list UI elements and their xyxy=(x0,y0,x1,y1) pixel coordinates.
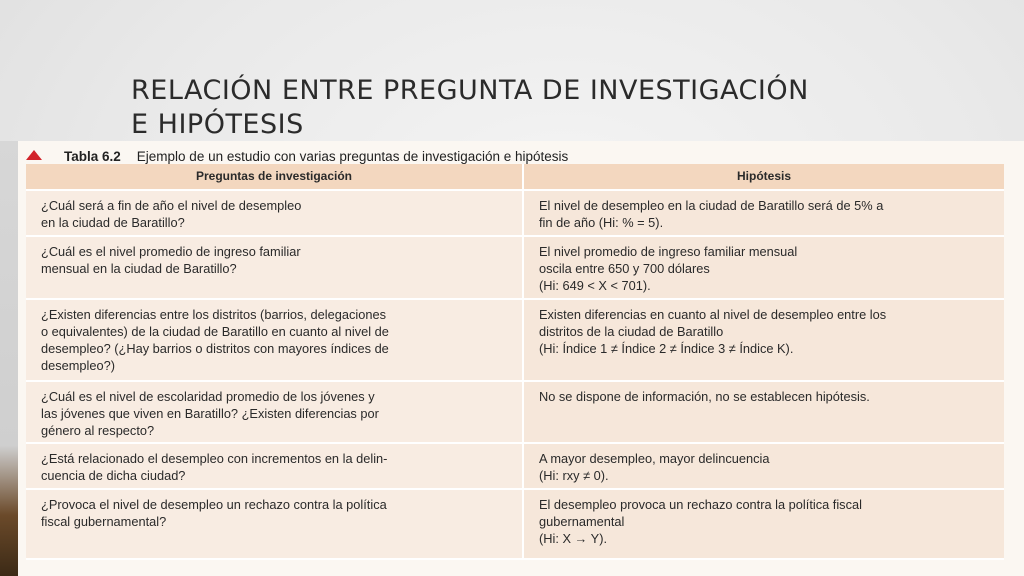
question-line: desempleo?) xyxy=(41,358,115,373)
table-row xyxy=(26,190,1004,236)
question-line: o equivalentes) de la ciudad de Baratillo en cuanto al nivel de xyxy=(41,324,389,339)
header-hypotheses: Hipótesis xyxy=(523,164,1004,190)
question-line: fiscal gubernamental? xyxy=(41,514,167,529)
hypothesis-line: El nivel promedio de ingreso familiar mensual xyxy=(539,244,798,259)
hypothesis-line: El nivel de desempleo en la ciudad de Baratillo será de 5% a xyxy=(539,198,884,213)
table-row xyxy=(26,489,1004,559)
red-triangle-icon xyxy=(26,150,42,160)
decorative-edge xyxy=(0,141,18,576)
hypothesis-cell xyxy=(523,299,1004,381)
hypothesis-cell xyxy=(523,190,1004,236)
question-cell xyxy=(26,299,523,381)
table-row xyxy=(26,236,1004,299)
question-line: género al respecto? xyxy=(41,423,155,438)
question-line: ¿Está relacionado el desempleo con incrementos en la delin- xyxy=(41,451,388,466)
hypothesis-line: oscila entre 650 y 700 dólares xyxy=(539,261,710,276)
question-line: ¿Cuál será a fin de año el nivel de desempleo xyxy=(41,198,302,213)
hypothesis-line: fin de año (Hi: % = 5). xyxy=(539,215,664,230)
slide-title-line-2: E HIPÓTESIS xyxy=(131,109,304,140)
table-row xyxy=(26,443,1004,489)
question-line: ¿Provoca el nivel de desempleo un rechazo contra la política xyxy=(41,497,387,512)
table-caption-text: Ejemplo de un estudio con varias preguntas de investigación e hipótesis xyxy=(136,148,569,164)
hypothesis-cell xyxy=(523,236,1004,299)
question-cell xyxy=(26,190,523,236)
table-row xyxy=(26,381,1004,443)
question-line: mensual en la ciudad de Baratillo? xyxy=(41,261,237,276)
table-figure xyxy=(18,141,1024,576)
table-label: Tabla 6.2 xyxy=(64,148,121,164)
question-line: cuencia de dicha ciudad? xyxy=(41,468,186,483)
table-row xyxy=(26,299,1004,381)
question-line: ¿Cuál es el nivel promedio de ingreso familiar xyxy=(41,244,301,259)
header-questions: Preguntas de investigación xyxy=(26,164,523,190)
hypothesis-cell xyxy=(523,443,1004,489)
question-line: ¿Cuál es el nivel de escolaridad promedio de los jóvenes y xyxy=(41,389,375,404)
hypothesis-line: No se dispone de información, no se establecen hipótesis. xyxy=(539,389,870,404)
research-table xyxy=(26,164,1004,560)
hypothesis-line: Existen diferencias en cuanto al nivel de desempleo entre los xyxy=(539,307,887,322)
hypothesis-line: A mayor desempleo, mayor delincuencia xyxy=(539,451,770,466)
hypothesis-line: gubernamental xyxy=(539,514,625,529)
question-cell xyxy=(26,381,523,443)
table-header-row xyxy=(26,164,1004,190)
question-line: ¿Existen diferencias entre los distritos (barrios, delegaciones xyxy=(41,307,386,322)
slide-title-line-1: RELACIÓN ENTRE PREGUNTA DE INVESTIGACIÓN xyxy=(131,75,809,106)
question-cell xyxy=(26,489,523,559)
question-line: las jóvenes que viven en Baratillo? ¿Existen diferencias por xyxy=(41,406,379,421)
question-cell xyxy=(26,443,523,489)
hypothesis-line: El desempleo provoca un rechazo contra la política fiscal xyxy=(539,497,862,512)
hypothesis-line: (Hi: X → Y). xyxy=(539,531,608,546)
hypothesis-cell xyxy=(523,381,1004,443)
hypothesis-line: (Hi: 649 < X < 701). xyxy=(539,278,651,293)
hypothesis-line: (Hi: rxy ≠ 0). xyxy=(539,468,609,483)
hypothesis-cell xyxy=(523,489,1004,559)
slide-title xyxy=(131,74,931,142)
question-line: desempleo? (¿Hay barrios o distritos con mayores índices de xyxy=(41,341,389,356)
hypothesis-line: distritos de la ciudad de Baratillo xyxy=(539,324,724,339)
hypothesis-line: (Hi: Índice 1 ≠ Índice 2 ≠ Índice 3 ≠ Índice K). xyxy=(539,341,794,356)
question-cell xyxy=(26,236,523,299)
question-line: en la ciudad de Baratillo? xyxy=(41,215,185,230)
